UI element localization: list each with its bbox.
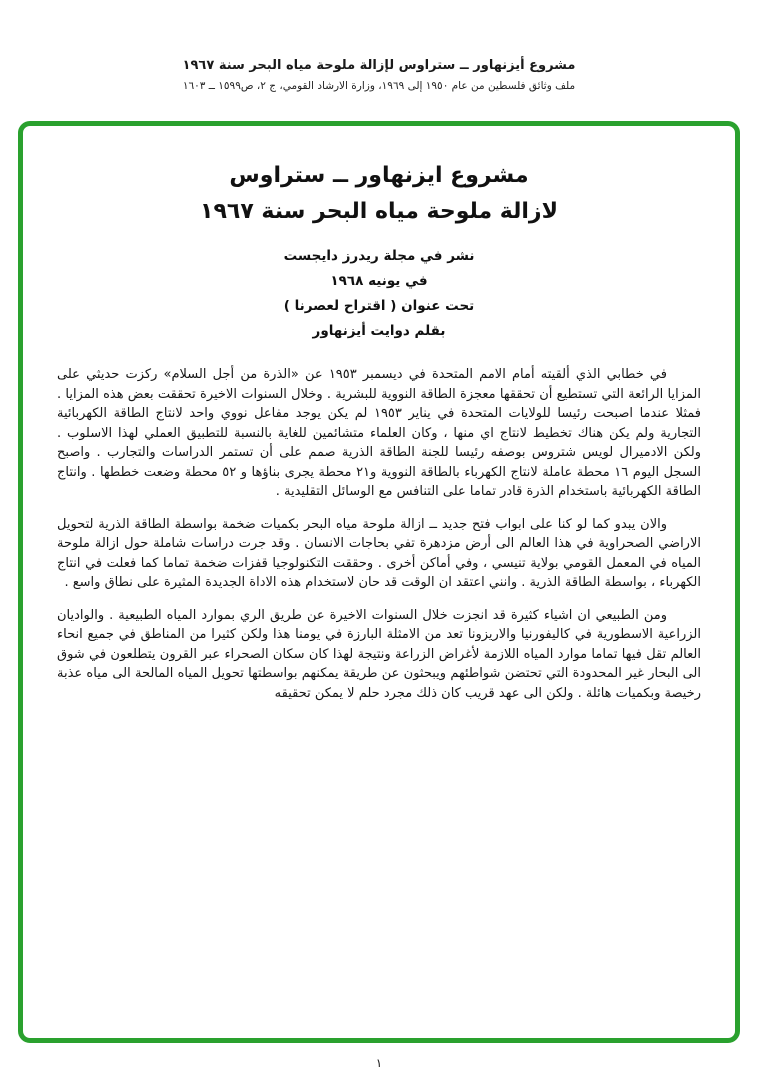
page-number: ١ [375,1056,383,1070]
header-source-citation: ملف وثائق فلسطين من عام ١٩٥٠ إلى ١٩٦٩، وزارة الارشاد القومي، ج ٢، ص١٥٩٩ ــ ١٦٠٣ [182,80,576,92]
page-header [0,58,758,92]
subtitle-original-title: تحت عنوان ( اقتراح لعصرنا ) [283,298,475,314]
body-paragraph-2: والان يبدو كما لو كنا على ابواب فتح جديد ــ ازالة ملوحة مياه البحر بكميات ضخمة بواسطة الطاقة الذرية لتحويل الاراضي الصحراوية في هذا العالم الى أرض مزدهرة تفي بحاجات الانسان . وقد جرت دراسات شاملة حول ازالة ملوحة المياه في المعمل القومي بولاية تنيسي ، وفي أماكن أخرى . وحققت التكنولوجيا قفزات ضخمة تماما كما فعلت في انتاج الكهرباء ، بواسطة الطاقة الذرية . وانني اعتقد ان الوقت قد حان لاستخدام هذه الاداة الجديدة المثيرة على نطاق واسع . [57,516,701,590]
subtitle-author: بقلم دوايت أيزنهاور [312,323,446,339]
document-subtitles [23,248,735,339]
subtitle-date: في يونيه ١٩٦٨ [330,273,428,289]
subtitle-publication: نشر في مجلة ريدرز دايجست [283,248,475,264]
document-frame [18,121,740,1043]
body-paragraph-1: في خطابي الذي ألقيته أمام الامم المتحدة في ديسمبر ١٩٥٣ عن «الذرة من أجل السلام» ركزت حديثي على المزايا الرائعة التي تستطيع أن تحققها معجزة الطاقة النووية للبشرية . وخلال السنوات الاخيرة تحققت بعض هذه المزايا . فمثلا عندما اصبحت رئيسا للولايات المتحدة في يناير ١٩٥٣ لم يكن يوجد مفاعل نووي واحد لانتاج الطاقة الكهربائية التجارية ولم يكن هناك تخطيط لانتاج اي منها ، وكان العلماء متشائمين للغاية بالنسبة للتطبيق العملي لهذا الاسلوب . ولكن الادميرال لويس شتروس بوصفه رئيسا للجنة الطاقة الذرية صمم على أن تستمر الدراسات والتجارب . واصبح السجل اليوم ١٦ محطة عاملة لانتاج الكهرباء بالطاقة النووية و٢١ محطة يجرى بناؤها و ٥٢ محطة وضعت خططها . وانتاج الطاقة الكهربائية باستخدام الذرة قادر تماما على التنافس مع الوسائل التقليدية . [57,367,701,499]
document-title [23,158,735,230]
document-title-line2: لازالة ملوحة مياه البحر سنة ١٩٦٧ [200,199,558,224]
header-title: مشروع أيزنهاور ــ ستراوس لإزالة ملوحة مياه البحر سنة ١٩٦٧ [182,58,576,73]
document-body [57,365,701,703]
body-paragraph-3: ومن الطبيعي ان اشياء كثيرة قد انجزت خلال السنوات الاخيرة عن طريق الري بموارد المياه الطبيعية . والواديان الزراعية الاسطورية في كاليفورنيا والاريزونا تعد من الامثلة البارزة في يومنا هذا ولكن كثيرا من المناطق في جميع انحاء العالم تقل فيها تماما موارد المياه اللازمة لأغراض الزراعة ونتيجة لهذا كان سكان الصحراء عبر القرون يتطلعون في شوق الى البحار غير المحدودة التي تحتضن شواطئهم ويبحثون عن طريقة يمكنهم بواسطتها تحويل المياه المالحة الى مياه عذبة رخيصة وبكميات هائلة . ولكن الى عهد قريب كان ذلك مجرد حلم لا يمكن تحقيقه [57,607,701,701]
document-title-line1: مشروع ايزنهاور ــ ستراوس [229,163,529,188]
